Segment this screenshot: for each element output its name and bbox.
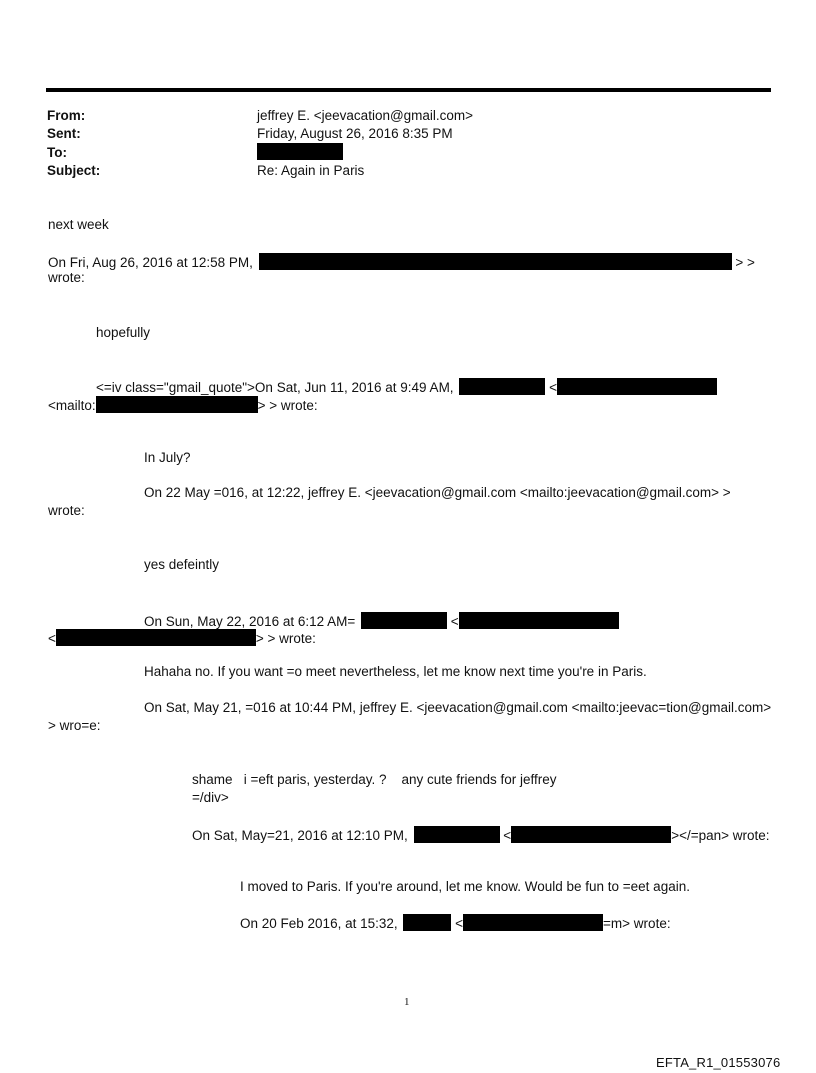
body-line: In July? xyxy=(144,450,191,465)
body-line: > wro=e: xyxy=(48,718,101,733)
quote-header-line xyxy=(48,629,316,647)
quote-header-line xyxy=(96,378,717,396)
body-line: Hahaha no. If you want =o meet nevertheless, let me know next time you're in Paris. xyxy=(144,664,647,679)
quote-header-text: < xyxy=(549,380,557,395)
quote-header-text: > > wrote: xyxy=(257,398,318,413)
to-label: To: xyxy=(47,145,67,160)
quote-header-text: < xyxy=(455,916,464,931)
body-line: shame i =eft paris, yesterday. ? any cute friends for jeffrey xyxy=(192,772,557,787)
subject-value: Re: Again in Paris xyxy=(257,163,365,178)
from-label: From: xyxy=(47,108,86,123)
body-line: next week xyxy=(48,217,109,232)
page-number: 1 xyxy=(404,996,410,1008)
quote-header-text: < xyxy=(503,828,512,843)
quote-header-line: On 22 May =016, at 12:22, jeffrey E. <jeevacation@gmail.com <mailto:jeevacation@gmail.com> > xyxy=(144,485,731,500)
body-line: yes defeintly xyxy=(144,557,220,572)
redaction-block xyxy=(361,612,447,629)
quote-header-text: On 20 Feb 2016, at 15:32, xyxy=(240,916,398,931)
quote-header-text: =m> wrote: xyxy=(603,916,671,931)
document-id: EFTA_R1_01553076 xyxy=(656,1055,781,1070)
redaction-block xyxy=(414,826,500,843)
subject-label: Subject: xyxy=(47,163,101,178)
redaction-block xyxy=(459,378,545,395)
body-line: wrote: xyxy=(48,503,85,518)
redaction-block xyxy=(56,629,256,646)
body-line: =/div> xyxy=(192,790,229,805)
redaction-block xyxy=(403,914,451,931)
body-line: hopefully xyxy=(96,325,151,340)
from-value: jeffrey E. <jeevacation@gmail.com> xyxy=(257,108,474,123)
quote-header-line xyxy=(240,914,671,932)
sent-label: Sent: xyxy=(47,126,81,141)
redaction-block xyxy=(259,253,732,270)
quote-header-text: On Fri, Aug 26, 2016 at 12:58 PM, xyxy=(48,255,253,270)
quote-header-text: < xyxy=(450,614,459,629)
body-line: I moved to Paris. If you're around, let me know. Would be fun to =eet again. xyxy=(240,879,690,894)
to-value xyxy=(257,143,343,161)
quote-header-line xyxy=(144,612,619,630)
redaction-block xyxy=(557,378,717,395)
quote-header-text: <=iv class="gmail_quote">On Sat, Jun 11, 2016 at 9:49 AM, xyxy=(96,380,454,395)
redaction-block xyxy=(459,612,619,629)
quote-header-line: On Sat, May 21, =016 at 10:44 PM, jeffrey E. <jeevacation@gmail.com <mailto:jeevac=tion@gmail.com> xyxy=(144,700,772,715)
quote-header-text: On Sat, May=21, 2016 at 12:10 PM, xyxy=(192,828,408,843)
quote-header-text: < xyxy=(48,631,56,646)
redaction-block xyxy=(96,396,258,413)
quote-header-text: > > xyxy=(735,255,755,270)
quote-header-line xyxy=(48,253,755,271)
redaction-block xyxy=(257,143,343,160)
quote-header-text: <mailto: xyxy=(48,398,96,413)
sent-value: Friday, August 26, 2016 8:35 PM xyxy=(257,126,453,141)
body-line: wrote: xyxy=(48,270,85,285)
redaction-block xyxy=(463,914,603,931)
quote-header-line xyxy=(48,396,318,414)
quote-header-text: On Sun, May 22, 2016 at 6:12 AM= xyxy=(144,614,356,629)
header-rule xyxy=(46,88,771,92)
quote-header-text: ></=pan> wrote: xyxy=(671,828,770,843)
redaction-block xyxy=(511,826,671,843)
quote-header-text: > > wrote: xyxy=(255,631,316,646)
quote-header-line xyxy=(192,826,770,844)
